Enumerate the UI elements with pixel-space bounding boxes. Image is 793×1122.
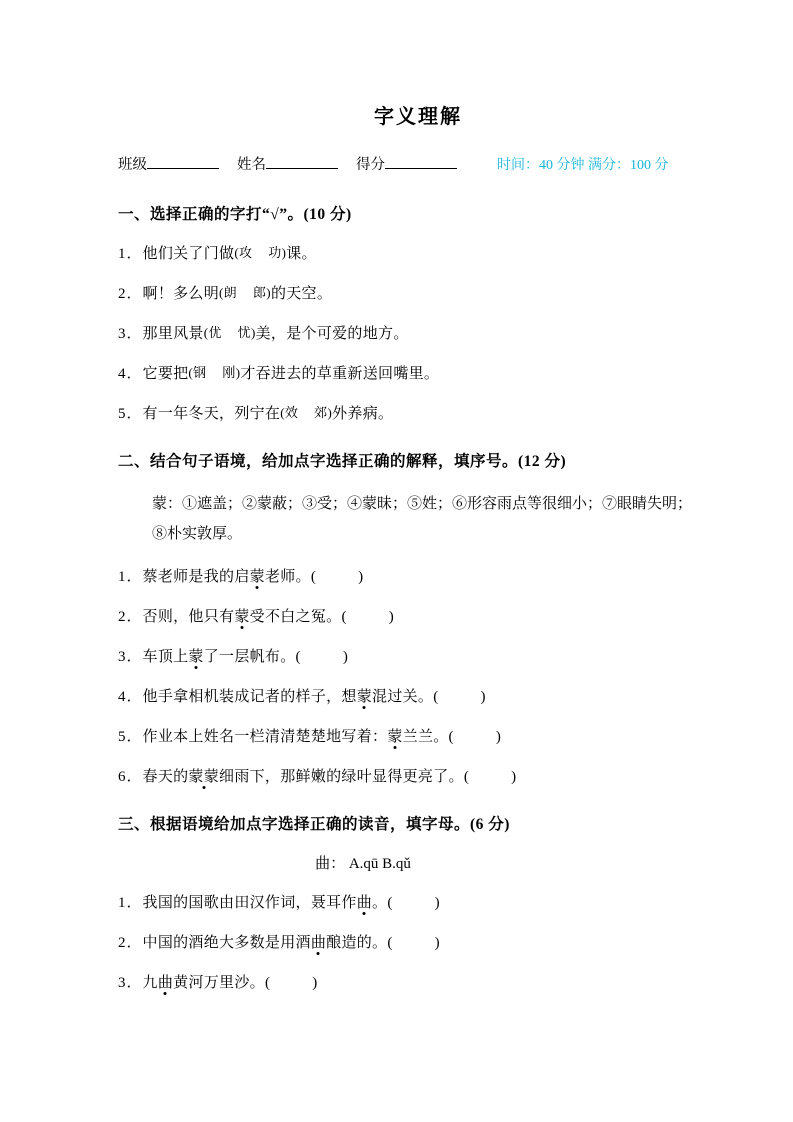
question-text-tail: 才吞进去的草重新送回嘴里。 bbox=[240, 366, 440, 382]
choice-group[interactable]: (攻 功) bbox=[234, 245, 287, 260]
section-two bbox=[118, 449, 698, 786]
choice-option-a[interactable]: 优 bbox=[208, 325, 222, 340]
paren-close: ) bbox=[312, 975, 318, 991]
class-blank[interactable] bbox=[147, 155, 219, 169]
question-item bbox=[118, 282, 698, 303]
question-item bbox=[118, 322, 698, 343]
paren-close: ) bbox=[480, 689, 486, 705]
question-item bbox=[118, 971, 698, 992]
question-text-tail: 混过关。( bbox=[372, 689, 439, 705]
question-number: 3． bbox=[118, 326, 143, 342]
choice-group[interactable]: (效 郊) bbox=[280, 405, 333, 420]
question-number: 2． bbox=[118, 286, 143, 302]
question-text-tail: 受不白之冤。( bbox=[249, 609, 347, 625]
question-text-tail: 美，是个可爱的地方。 bbox=[255, 326, 409, 342]
question-text: 蔡老师是我的启 bbox=[142, 569, 250, 585]
choice-option-b[interactable]: 刚 bbox=[222, 365, 236, 380]
choice-option-b[interactable]: 郊 bbox=[314, 405, 328, 420]
question-item bbox=[118, 605, 698, 626]
question-number: 5． bbox=[118, 729, 143, 745]
dotted-char: 蒙 bbox=[250, 565, 265, 586]
dotted-char: 曲 bbox=[357, 891, 372, 912]
dotted-char: 蒙 bbox=[387, 725, 402, 746]
question-item bbox=[118, 765, 698, 786]
section-one bbox=[118, 202, 698, 423]
question-text-tail: 。( bbox=[372, 895, 393, 911]
question-text: 他们关了门做 bbox=[142, 246, 235, 262]
choice-option-a[interactable]: 攻 bbox=[238, 245, 253, 260]
question-text: 那里风景 bbox=[142, 326, 204, 342]
question-item bbox=[118, 725, 698, 746]
section-three bbox=[118, 812, 698, 992]
question-text: 啊！多么明 bbox=[142, 286, 220, 302]
question-item bbox=[118, 565, 698, 586]
exam-meta: 时间：40 分钟 满分：100 分 bbox=[497, 158, 669, 173]
question-text: 作业本上姓名一栏清清楚楚地写着： bbox=[142, 729, 388, 745]
question-number: 2． bbox=[118, 935, 143, 951]
dotted-char: 曲 bbox=[158, 971, 173, 992]
dotted-char: 蒙 bbox=[357, 685, 372, 706]
dotted-char: 蒙 bbox=[188, 645, 203, 666]
class-label: 班级 bbox=[118, 157, 147, 173]
question-text: 它要把 bbox=[142, 366, 189, 382]
student-info-row bbox=[118, 153, 698, 174]
question-text: 车顶上 bbox=[142, 649, 189, 665]
question-number: 2． bbox=[118, 609, 143, 625]
choice-option-b[interactable]: 忧 bbox=[237, 325, 251, 340]
paren-close: ) bbox=[434, 895, 440, 911]
question-text: 他手拿相机装成记者的样子，想 bbox=[142, 689, 357, 705]
pinyin-options: 曲： A.qū B.qǔ bbox=[315, 856, 411, 872]
question-text-tail: 黄河万里沙。( bbox=[173, 975, 271, 991]
question-number: 4． bbox=[118, 689, 143, 705]
question-text: 九 bbox=[142, 975, 158, 991]
question-text: 春天的 bbox=[142, 769, 189, 785]
choice-option-a[interactable]: 效 bbox=[284, 405, 299, 420]
question-item bbox=[118, 931, 698, 952]
question-text-tail: 外养病。 bbox=[332, 406, 394, 422]
question-item bbox=[118, 891, 698, 912]
paren-close: ) bbox=[495, 729, 502, 745]
paren-close: ) bbox=[358, 569, 364, 585]
paren-close: ) bbox=[511, 769, 517, 785]
choice-group[interactable]: (钢 刚) bbox=[188, 365, 241, 380]
paren-close: ) bbox=[434, 935, 440, 951]
section-one-heading: 一、选择正确的字打“√”。(10 分) bbox=[118, 206, 352, 223]
question-item bbox=[118, 362, 698, 383]
choice-group[interactable]: (优 忧) bbox=[203, 325, 256, 340]
question-text-tail: 兰兰。( bbox=[402, 729, 454, 745]
question-text: 有一年冬天，列宁在 bbox=[142, 406, 281, 422]
score-blank[interactable] bbox=[385, 155, 457, 169]
question-text-tail: 课。 bbox=[286, 246, 317, 262]
question-item bbox=[118, 402, 698, 423]
question-number: 3． bbox=[118, 975, 143, 991]
paren-close: ) bbox=[342, 649, 349, 665]
question-text: 中国的酒绝大多数是用酒 bbox=[142, 935, 311, 951]
question-number: 3． bbox=[118, 649, 143, 665]
question-text: 否则，他只有 bbox=[142, 609, 235, 625]
name-field[interactable] bbox=[237, 153, 338, 174]
dotted-char: 蒙 bbox=[234, 605, 249, 626]
question-number: 1． bbox=[118, 569, 143, 585]
section-three-heading: 三、根据语境给加点字选择正确的读音，填字母。(6 分) bbox=[118, 816, 510, 833]
question-number: 4． bbox=[118, 366, 143, 382]
choice-option-b[interactable]: 功 bbox=[268, 245, 282, 260]
question-item bbox=[118, 645, 698, 666]
name-label: 姓名 bbox=[237, 157, 266, 173]
question-number: 6． bbox=[118, 769, 143, 785]
choice-option-a[interactable]: 朗 bbox=[223, 285, 237, 300]
class-field[interactable] bbox=[118, 153, 219, 174]
paren-close: ) bbox=[388, 609, 395, 625]
page-title: 字义理解 bbox=[374, 106, 462, 128]
question-text-tail: 老师。( bbox=[264, 569, 317, 585]
choice-group[interactable]: (朗 郎) bbox=[219, 285, 271, 300]
question-text-tail: 酿造的。( bbox=[326, 935, 393, 951]
score-label: 得分 bbox=[356, 157, 385, 173]
question-text-tail: 的天空。 bbox=[270, 286, 333, 302]
dotted-char: 蒙蒙 bbox=[188, 765, 219, 786]
question-item bbox=[118, 242, 698, 263]
question-text: 我国的国歌由田汉作词，聂耳作 bbox=[142, 895, 357, 911]
question-text-tail: 细雨下，那鲜嫩的绿叶显得更亮了。( bbox=[219, 769, 470, 785]
question-text-tail: 了一层帆布。( bbox=[203, 649, 301, 665]
question-number: 1． bbox=[118, 895, 143, 911]
dotted-char: 曲 bbox=[311, 931, 326, 952]
choice-option-a[interactable]: 钢 bbox=[193, 365, 207, 380]
section-two-glossary: 蒙：①遮盖；②蒙蔽；③受；④蒙昧；⑤姓；⑥形容雨点等很细小；⑦眼睛失明；⑧朴实敦厚。 bbox=[152, 496, 693, 542]
question-number: 5． bbox=[118, 406, 143, 422]
question-item bbox=[118, 685, 698, 706]
score-field[interactable] bbox=[356, 153, 457, 174]
question-number: 1． bbox=[118, 246, 143, 262]
name-blank[interactable] bbox=[266, 155, 338, 169]
choice-option-b[interactable]: 郎 bbox=[252, 285, 267, 300]
section-two-heading: 二、结合句子语境，给加点字选择正确的解释，填序号。(12 分) bbox=[118, 453, 567, 470]
